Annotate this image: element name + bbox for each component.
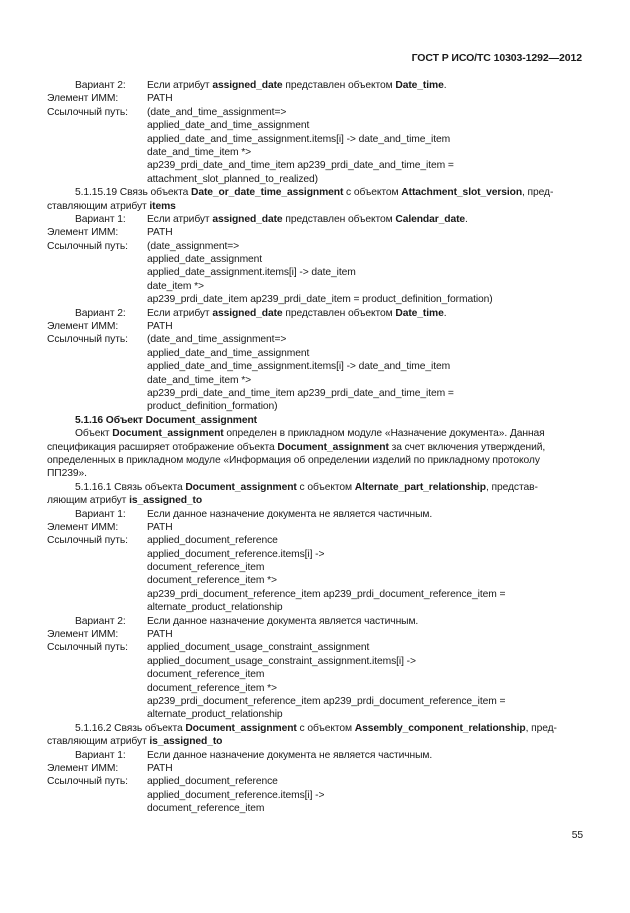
path-line: (date_assignment=> (147, 240, 240, 252)
element-label: Элемент ИММ: (47, 93, 119, 105)
path-line: applied_document_reference.items[i] -> (147, 789, 325, 801)
path-line: ap239_prdi_document_reference_item ap239_prdi_document_reference_item = (147, 588, 506, 600)
document-body (47, 79, 585, 815)
page-number: 55 (571, 830, 583, 841)
paragraph-line: спецификация расширяет отображение объекта Document_assignment за счет включения утверждений, (47, 441, 546, 453)
path-line: applied_date_and_time_assignment.items[i] -> date_and_time_item (147, 361, 451, 373)
variant-line (47, 749, 585, 762)
path-line: ap239_prdi_document_reference_item ap239_prdi_document_reference_item = (147, 695, 506, 707)
element-value: PATH (147, 629, 173, 641)
path-line: applied_document_usage_constraint_assignment.items[i] -> (147, 655, 416, 667)
path-line: document_reference_item *> (147, 575, 277, 587)
variant-label: Вариант 2: (75, 307, 126, 319)
element-line (47, 92, 585, 105)
element-line (47, 521, 585, 534)
element-value: PATH (147, 521, 173, 533)
section-heading: 5.1.16 Объект Document_assignment (75, 414, 258, 426)
path-line: date_and_time_item *> (147, 146, 252, 158)
element-label: Элемент ИММ: (47, 321, 119, 333)
element-label: Элемент ИММ: (47, 629, 119, 641)
variant-text: Если данное назначение документа не является частичным. (147, 508, 433, 520)
clause-intro: 5.1.16.2 Связь объекта Document_assignment с объектом Assembly_component_relationship, пред- (75, 722, 557, 734)
path-line: ap239_prdi_date_and_time_item ap239_prdi_date_and_time_item = (147, 387, 454, 399)
variant-text: Если атрибут assigned_date представлен объектом Date_time. (147, 80, 447, 91)
element-value: PATH (147, 321, 173, 333)
element-value: PATH (147, 93, 173, 105)
variant-line (47, 615, 585, 628)
variant-line (47, 213, 585, 226)
variant-text: Если данное назначение документа является частичным. (147, 615, 419, 627)
element-line (47, 762, 585, 775)
path-line: applied_document_reference (147, 776, 278, 788)
ref-path-label: Ссылочный путь: (47, 776, 128, 788)
path-line: (date_and_time_assignment=> (147, 106, 287, 118)
path-line: ap239_prdi_date_item ap239_prdi_date_item = product_definition_formation) (147, 294, 493, 306)
ref-path-line (47, 333, 585, 346)
path-line: applied_date_assignment (147, 254, 263, 266)
path-line: applied_document_usage_constraint_assignment (147, 642, 370, 654)
clause-intro: 5.1.15.19 Связь объекта Date_or_date_time_assignment с объектом Attachment_slot_version, пред- (75, 187, 554, 199)
variant-line (47, 508, 585, 521)
path-line: date_and_time_item *> (147, 374, 252, 386)
element-value: PATH (147, 227, 173, 239)
path-line: product_definition_formation) (147, 401, 278, 413)
path-line: (date_and_time_assignment=> (147, 334, 287, 346)
ref-path-line (47, 106, 585, 119)
path-line: alternate_product_relationship (147, 602, 283, 614)
element-line (47, 226, 585, 239)
path-line: document_reference_item (147, 669, 265, 681)
ref-path-line (47, 534, 585, 547)
variant-label: Вариант 1: (75, 508, 126, 520)
path-line: applied_document_reference.items[i] -> (147, 548, 325, 560)
ref-path-label: Ссылочный путь: (47, 642, 128, 654)
variant-label: Вариант 2: (75, 615, 126, 627)
path-line: applied_date_assignment.items[i] -> date_item (147, 267, 356, 279)
variant-text: Если атрибут assigned_date представлен объектом Calendar_date. (147, 213, 468, 225)
path-line: attachment_slot_planned_to_realized) (147, 173, 318, 185)
path-line: applied_document_reference (147, 535, 278, 547)
paragraph-line: Объект Document_assignment определен в прикладном модуле «Назначение документа». Данная (75, 428, 545, 440)
ref-path-line (47, 240, 585, 253)
clause-intro-cont: ставляющим атрибут is_assigned_to (47, 736, 223, 748)
element-line (47, 320, 585, 333)
path-line: date_item *> (147, 280, 204, 292)
clause-intro: 5.1.16.1 Связь объекта Document_assignment с объектом Alternate_part_relationship, представ- (75, 481, 538, 493)
variant-text: Если атрибут assigned_date представлен объектом Date_time. (147, 307, 447, 319)
variant-text: Если данное назначение документа не является частичным. (147, 749, 433, 761)
clause-intro-cont: ставляющим атрибут items (47, 200, 176, 212)
variant-line (47, 79, 585, 92)
element-label: Элемент ИММ: (47, 762, 119, 774)
path-line: ap239_prdi_date_and_time_item ap239_prdi_date_and_time_item = (147, 160, 454, 172)
paragraph-line: определенных в прикладном модуле «Информация об определении изделий по прикладному протоколу (47, 454, 540, 466)
variant-label: Вариант 1: (75, 749, 126, 761)
ref-path-line (47, 641, 585, 654)
path-line: document_reference_item *> (147, 682, 277, 694)
path-line: alternate_product_relationship (147, 709, 283, 721)
path-line: applied_date_and_time_assignment (147, 347, 310, 359)
variant-line (47, 307, 585, 320)
clause-intro-cont: ляющим атрибут is_assigned_to (47, 495, 203, 507)
element-label: Элемент ИММ: (47, 521, 119, 533)
ref-path-label: Ссылочный путь: (47, 334, 128, 346)
element-label: Элемент ИММ: (47, 227, 119, 239)
ref-path-label: Ссылочный путь: (47, 535, 128, 547)
path-line: document_reference_item (147, 803, 265, 815)
element-line (47, 628, 585, 641)
element-value: PATH (147, 762, 173, 774)
path-line: document_reference_item (147, 562, 265, 574)
path-line: applied_date_and_time_assignment.items[i] -> date_and_time_item (147, 133, 451, 145)
standard-header: ГОСТ Р ИСО/ТС 10303-1292—2012 (411, 52, 582, 64)
ref-path-line (47, 775, 585, 788)
ref-path-label: Ссылочный путь: (47, 240, 128, 252)
variant-label: Вариант 2: (75, 80, 126, 91)
variant-label: Вариант 1: (75, 213, 126, 225)
paragraph-line: ПП239». (47, 468, 87, 480)
ref-path-label: Ссылочный путь: (47, 106, 128, 118)
path-line: applied_date_and_time_assignment (147, 120, 310, 132)
